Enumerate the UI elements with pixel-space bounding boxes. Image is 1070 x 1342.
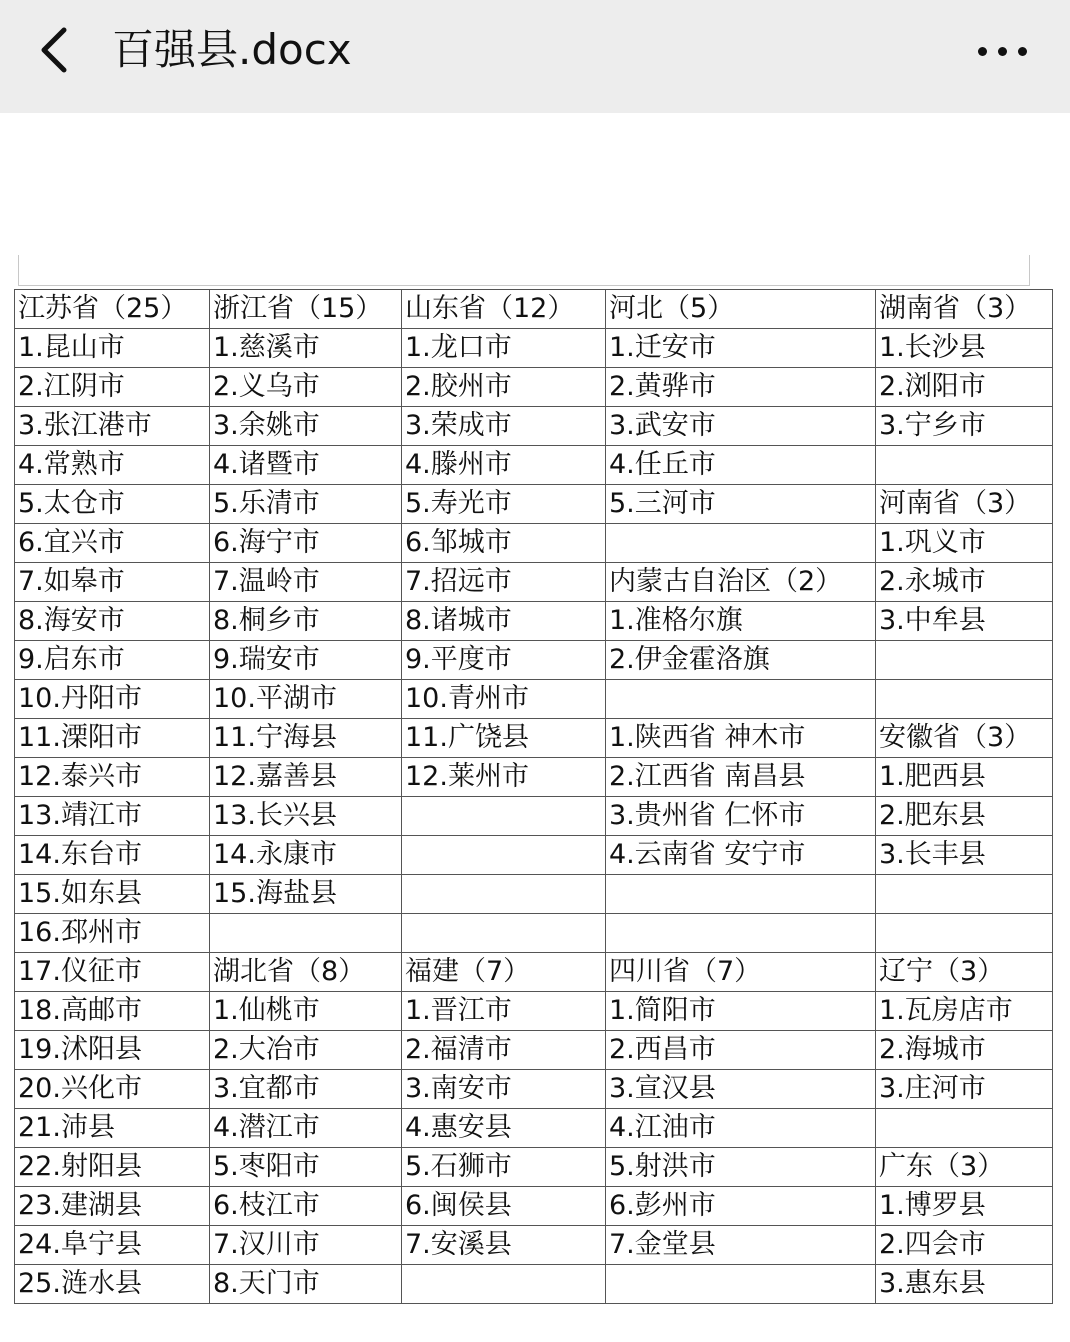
table-cell: 3.惠东县 [876,1265,1053,1304]
table-row [15,329,1053,368]
page-margin-top-line [18,285,1030,286]
table-cell: 1.肥西县 [876,758,1053,797]
table-cell: 23.建湖县 [15,1187,210,1226]
table-cell: 6.闽侯县 [402,1187,606,1226]
table-cell: 1.晋江市 [402,992,606,1031]
table-cell: 4.潜江市 [210,1109,402,1148]
table-cell: 安徽省（3） [876,719,1053,758]
table-cell: 3.荣成市 [402,407,606,446]
table-cell: 2.大冶市 [210,1031,402,1070]
more-button[interactable] [968,22,1038,78]
table-cell: 6.彭州市 [606,1187,876,1226]
table-cell: 10.平湖市 [210,680,402,719]
table-row [15,992,1053,1031]
table-cell: 福建（7） [402,953,606,992]
table-cell: 3.庄河市 [876,1070,1053,1109]
table-cell: 8.桐乡市 [210,602,402,641]
table-row [15,1070,1053,1109]
table-cell: 1.仙桃市 [210,992,402,1031]
table-cell: 山东省（12） [402,290,606,329]
table-cell: 辽宁（3） [876,953,1053,992]
table-cell: 2.福清市 [402,1031,606,1070]
table-row [15,953,1053,992]
table-cell: 3.余姚市 [210,407,402,446]
table-row [15,1148,1053,1187]
table-cell: 1.博罗县 [876,1187,1053,1226]
table-cell: 12.莱州市 [402,758,606,797]
table-cell: 13.长兴县 [210,797,402,836]
table-cell: 21.沛县 [15,1109,210,1148]
table-cell: 3.宜都市 [210,1070,402,1109]
table-cell [876,641,1053,680]
table-cell: 4.任丘市 [606,446,876,485]
table-row [15,1109,1053,1148]
table-cell: 11.溧阳市 [15,719,210,758]
table-cell: 16.邳州市 [15,914,210,953]
table-cell: 3.长丰县 [876,836,1053,875]
table-row [15,641,1053,680]
table-cell: 1.昆山市 [15,329,210,368]
table-cell: 2.西昌市 [606,1031,876,1070]
table-row [15,290,1053,329]
table-cell: 8.海安市 [15,602,210,641]
table-cell: 8.天门市 [210,1265,402,1304]
table-cell: 14.永康市 [210,836,402,875]
table-cell: 4.惠安县 [402,1109,606,1148]
table-cell: 1.慈溪市 [210,329,402,368]
table-cell: 22.射阳县 [15,1148,210,1187]
table-cell: 19.沭阳县 [15,1031,210,1070]
table-row [15,797,1053,836]
table-row [15,836,1053,875]
chevron-left-icon [28,22,84,78]
table-cell: 2.义乌市 [210,368,402,407]
table-cell [606,680,876,719]
table-cell: 20.兴化市 [15,1070,210,1109]
table-cell: 13.靖江市 [15,797,210,836]
table-row [15,1187,1053,1226]
table-cell: 广东（3） [876,1148,1053,1187]
back-button[interactable] [28,22,84,78]
table-cell: 4.常熟市 [15,446,210,485]
table-cell [876,875,1053,914]
table-cell: 7.如皋市 [15,563,210,602]
table-cell: 2.胶州市 [402,368,606,407]
table-row [15,1031,1053,1070]
table-cell: 10.青州市 [402,680,606,719]
table-cell: 7.温岭市 [210,563,402,602]
table-cell: 江苏省（25） [15,290,210,329]
table-cell: 9.平度市 [402,641,606,680]
table-cell [876,680,1053,719]
table-cell: 1.简阳市 [606,992,876,1031]
table-cell: 24.阜宁县 [15,1226,210,1265]
table-cell: 5.枣阳市 [210,1148,402,1187]
table-row [15,719,1053,758]
more-horizontal-icon [978,47,987,56]
table-row [15,368,1053,407]
table-cell: 7.汉川市 [210,1226,402,1265]
table-cell: 17.仪征市 [15,953,210,992]
table-cell [402,797,606,836]
table-row [15,758,1053,797]
table-cell: 1.陕西省 神木市 [606,719,876,758]
table-row [15,524,1053,563]
table-cell: 6.邹城市 [402,524,606,563]
county-table [14,289,1053,1304]
table-cell: 2.江西省 南昌县 [606,758,876,797]
table-cell: 14.东台市 [15,836,210,875]
table-cell: 9.启东市 [15,641,210,680]
table-cell: 5.射洪市 [606,1148,876,1187]
table-cell: 1.巩义市 [876,524,1053,563]
table-row [15,407,1053,446]
table-cell: 2.永城市 [876,563,1053,602]
table-row [15,1265,1053,1304]
table-cell: 3.宣汉县 [606,1070,876,1109]
table-cell: 15.海盐县 [210,875,402,914]
table-cell: 11.广饶县 [402,719,606,758]
table-cell: 5.三河市 [606,485,876,524]
table-row [15,446,1053,485]
table-cell: 15.如东县 [15,875,210,914]
table-cell: 3.贵州省 仁怀市 [606,797,876,836]
table-cell: 7.安溪县 [402,1226,606,1265]
table-cell [876,446,1053,485]
table-cell: 3.宁乡市 [876,407,1053,446]
table-cell: 1.瓦房店市 [876,992,1053,1031]
table-cell: 6.宜兴市 [15,524,210,563]
table-cell: 1.龙口市 [402,329,606,368]
table-row [15,563,1053,602]
table-cell [402,914,606,953]
table-cell [402,836,606,875]
table-cell: 5.太仓市 [15,485,210,524]
table-cell: 5.乐清市 [210,485,402,524]
table-cell: 7.金堂县 [606,1226,876,1265]
table-row [15,1226,1053,1265]
table-row [15,875,1053,914]
table-cell: 3.中牟县 [876,602,1053,641]
table-cell: 1.迁安市 [606,329,876,368]
table-cell: 5.石狮市 [402,1148,606,1187]
table-cell: 2.黄骅市 [606,368,876,407]
table-cell: 2.浏阳市 [876,368,1053,407]
table-cell: 2.肥东县 [876,797,1053,836]
table-cell [606,875,876,914]
table-cell: 内蒙古自治区（2） [606,563,876,602]
table-cell: 4.江油市 [606,1109,876,1148]
table-cell: 河北（5） [606,290,876,329]
table-cell: 2.江阴市 [15,368,210,407]
table-cell: 湖南省（3） [876,290,1053,329]
table-cell [606,914,876,953]
table-cell: 3.武安市 [606,407,876,446]
table-cell: 2.伊金霍洛旗 [606,641,876,680]
table-cell: 25.涟水县 [15,1265,210,1304]
table-cell: 3.张江港市 [15,407,210,446]
page-margin-left-line [18,255,19,285]
table-cell: 6.枝江市 [210,1187,402,1226]
table-cell: 10.丹阳市 [15,680,210,719]
table-cell: 8.诸城市 [402,602,606,641]
table-cell: 11.宁海县 [210,719,402,758]
table-cell: 9.瑞安市 [210,641,402,680]
table-cell: 3.南安市 [402,1070,606,1109]
table-cell: 2.四会市 [876,1226,1053,1265]
table-cell [876,1109,1053,1148]
table-cell: 12.泰兴市 [15,758,210,797]
table-row [15,680,1053,719]
table-cell [606,1265,876,1304]
table-cell: 浙江省（15） [210,290,402,329]
document-title: 百强县.docx [112,25,352,74]
table-cell: 7.招远市 [402,563,606,602]
table-cell: 4.滕州市 [402,446,606,485]
table-cell: 4.云南省 安宁市 [606,836,876,875]
table-cell: 1.长沙县 [876,329,1053,368]
table-cell [606,524,876,563]
table-cell [402,875,606,914]
table-row [15,602,1053,641]
table-cell: 湖北省（8） [210,953,402,992]
top-bar [0,0,1070,113]
table-cell: 河南省（3） [876,485,1053,524]
table-cell [876,914,1053,953]
table-cell: 1.准格尔旗 [606,602,876,641]
table-cell [402,1265,606,1304]
table-row [15,914,1053,953]
table-cell: 四川省（7） [606,953,876,992]
table-cell: 18.高邮市 [15,992,210,1031]
table-cell [210,914,402,953]
table-cell: 5.寿光市 [402,485,606,524]
table-cell: 6.海宁市 [210,524,402,563]
page-margin-right-line [1029,255,1030,285]
table-row [15,485,1053,524]
table-cell: 2.海城市 [876,1031,1053,1070]
table-cell: 4.诸暨市 [210,446,402,485]
table-cell: 12.嘉善县 [210,758,402,797]
